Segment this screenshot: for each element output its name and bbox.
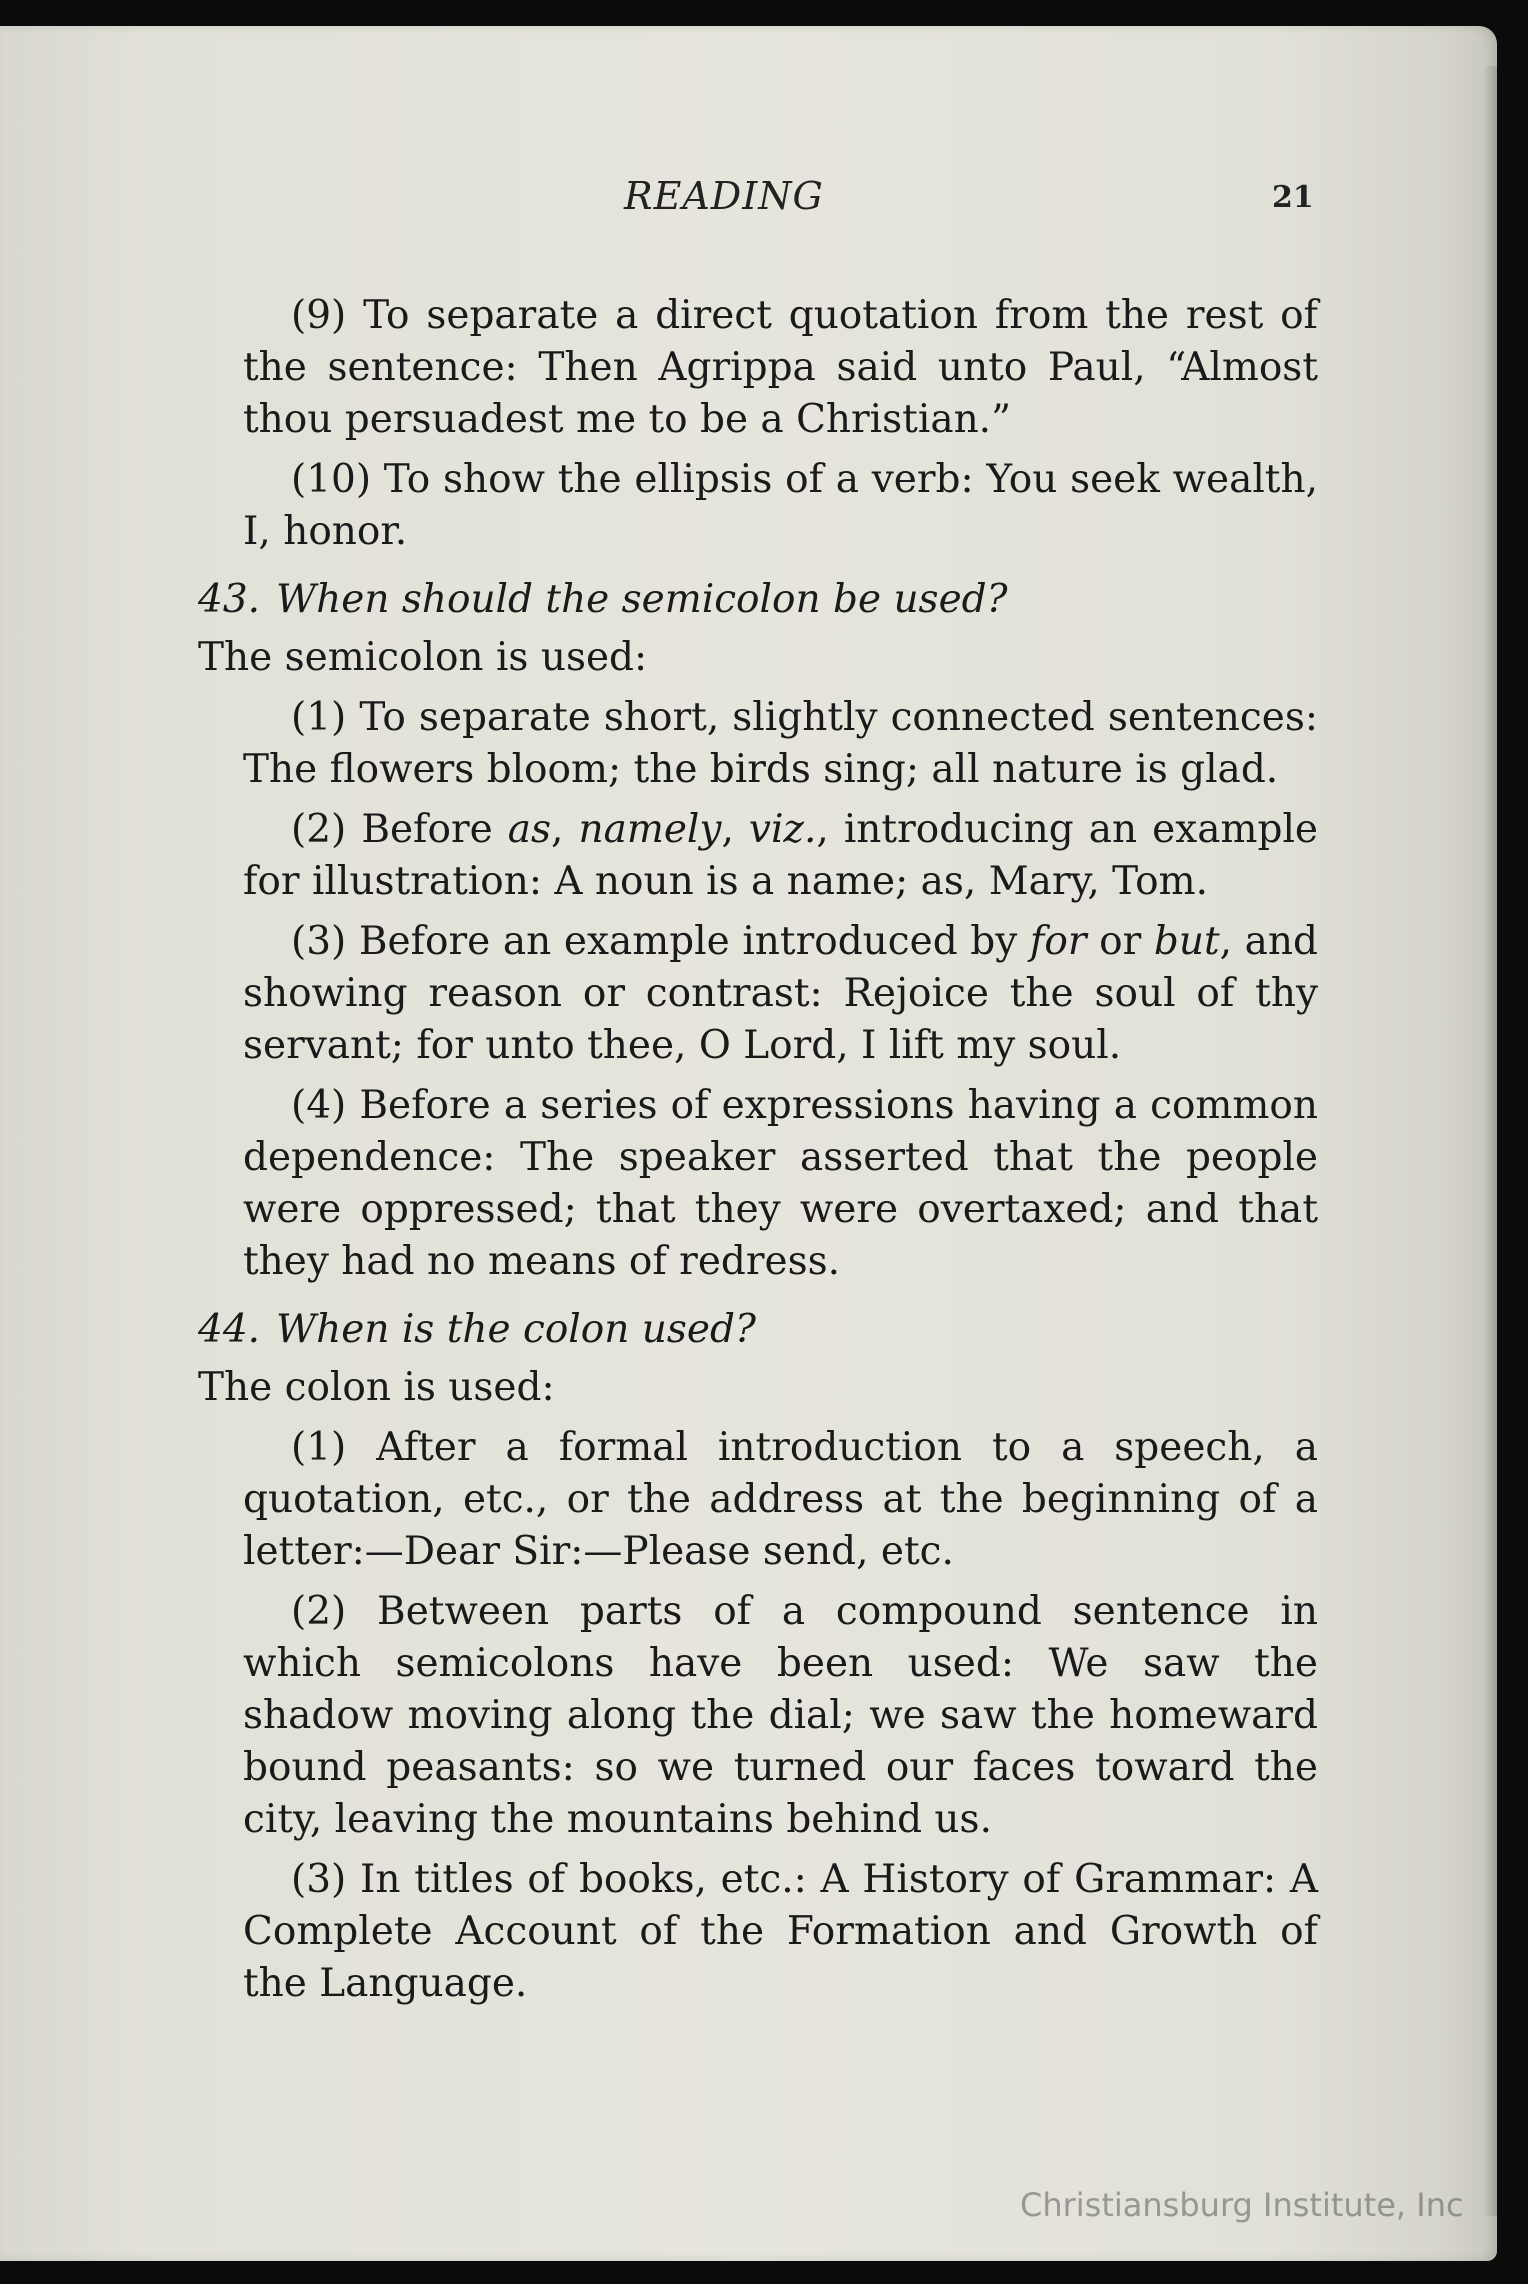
question-44-heading — [198, 1304, 1318, 1356]
semicolon-rule-3 — [198, 916, 1318, 1072]
semicolon-rule-3-term-but: but — [1153, 919, 1220, 964]
colon-rule-1 — [198, 1422, 1318, 1578]
semicolon-rule-2-term-viz: viz. — [748, 807, 817, 852]
section-title: READING — [624, 174, 824, 218]
colon-rule-2-text: Between parts of a compound sentence in which semicolons have been used: We saw the shadow moving along the dial; we saw the homeward bound peasants: so we turned our faces toward the city, leaving the mountains behind us. — [243, 1589, 1318, 1842]
colon-rule-3 — [198, 1854, 1318, 2010]
watermark: Christiansburg Institute, Inc — [1020, 2186, 1464, 2224]
semicolon-rule-3-number: (3) — [291, 919, 347, 964]
semicolon-rule-3-term-for: for — [1029, 919, 1087, 964]
semicolon-rule-4 — [198, 1080, 1318, 1288]
semicolon-rule-1 — [198, 692, 1318, 796]
semicolon-rule-2-sep-1: , — [551, 807, 579, 852]
semicolon-rule-2-number: (2) — [291, 807, 347, 852]
semicolon-rule-2-text-a: Before — [361, 807, 508, 852]
colon-rule-1-text: After a formal introduction to a speech, a quotation, etc., or the address at the beginning of a letter:—Dear Sir:—Please send, etc. — [243, 1425, 1318, 1574]
semicolon-rule-2-text-b: , introducing an example for illustration: A noun is a name; as, Mary, Tom. — [243, 807, 1319, 904]
question-43-lead: The semicolon is used: — [198, 635, 648, 680]
colon-rule-3-text: In titles of books, etc.: A History of Grammar: A Complete Account of the Formation and Growth of the Language. — [243, 1857, 1318, 2006]
question-44-lead: The colon is used: — [198, 1365, 555, 1410]
colon-rule-3-number: (3) — [291, 1857, 347, 1902]
semicolon-rule-3-text-b: , and showing reason or contrast: Rejoice the soul of thy servant; for unto thee, O Lord, I lift my soul. — [243, 919, 1318, 1068]
rule-9-paragraph: (9) To separate a direct quotation from the rest of the sentence: Then Agrippa said unto Paul, “Almost thou persuadest me to be a Christian.” — [243, 293, 1318, 442]
semicolon-rule-4-number: (4) — [291, 1083, 347, 1128]
semicolon-rule-2-sep-2: , — [721, 807, 749, 852]
semicolon-rule-1-number: (1) — [291, 695, 347, 740]
question-44-number: 44. — [198, 1307, 261, 1352]
page-number: 21 — [1272, 180, 1314, 215]
colon-rule-2 — [198, 1586, 1318, 1846]
question-43-text: When should the semicolon be used? — [276, 577, 1008, 622]
semicolon-rule-2 — [198, 804, 1318, 908]
semicolon-rule-3-text-a: Before an example introduced by — [358, 919, 1030, 964]
semicolon-rule-4-text: Before a series of expressions having a common dependence: The speaker asserted that the people were oppressed; that they were overtaxed; and that they had no means of redress. — [243, 1083, 1318, 1284]
semicolon-rule-2-term-namely: namely — [578, 807, 722, 852]
colon-rule-1-number: (1) — [291, 1425, 347, 1470]
page-edge-shadow — [1483, 66, 1497, 2216]
rule-10-paragraph: (10) To show the ellipsis of a verb: You seek wealth, I, honor. — [243, 457, 1318, 554]
book-page — [0, 26, 1497, 2261]
question-43-number: 43. — [198, 577, 261, 622]
colon-rule-2-number: (2) — [291, 1589, 347, 1634]
semicolon-rule-3-sep: or — [1086, 919, 1154, 964]
running-head — [0, 174, 1470, 234]
page-body — [198, 290, 1318, 2010]
semicolon-rule-1-text: To separate short, slightly connected sentences: The flowers bloom; the birds sing; all nature is glad. — [243, 695, 1318, 792]
semicolon-rule-2-term-as: as — [507, 807, 552, 852]
question-43-heading — [198, 574, 1318, 626]
question-44-text: When is the colon used? — [276, 1307, 756, 1352]
